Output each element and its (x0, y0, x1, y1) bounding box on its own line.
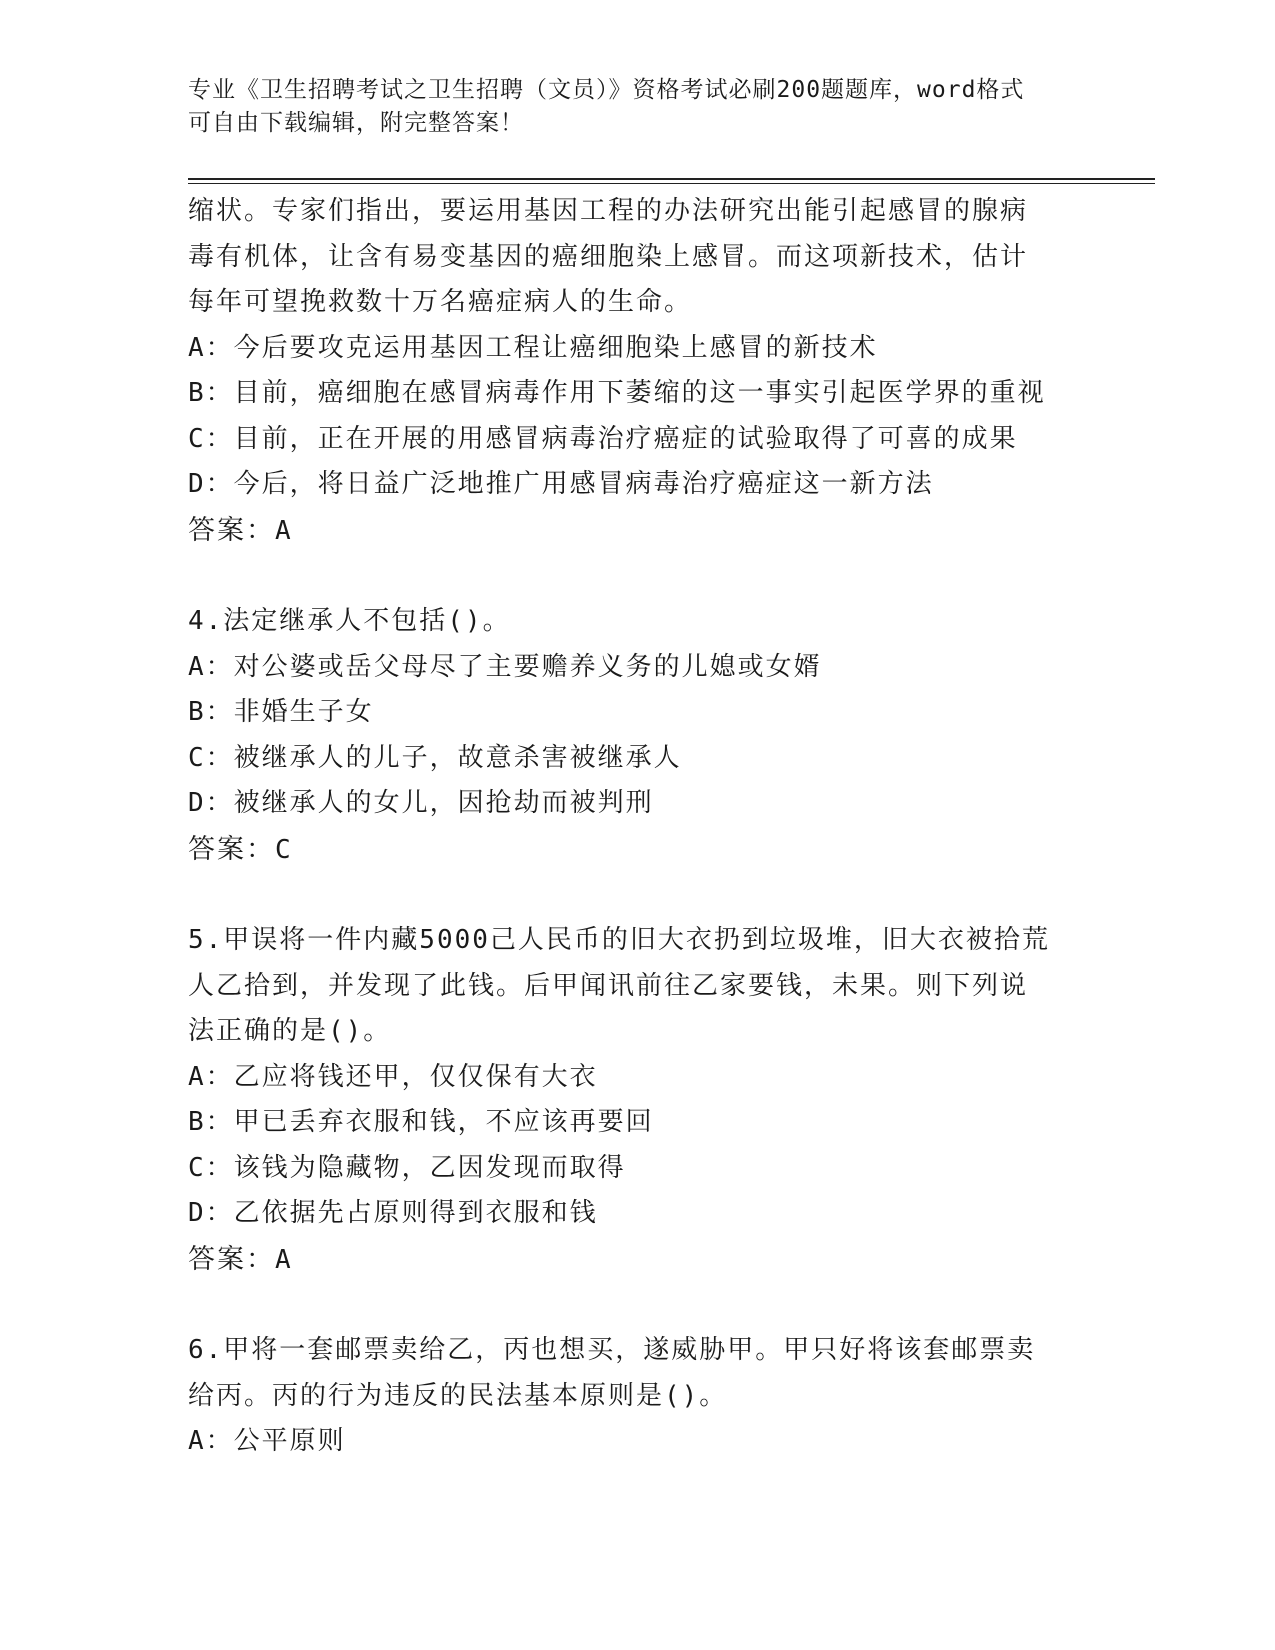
question-3 (188, 189, 1078, 553)
answer-value: A (275, 1244, 293, 1275)
option-d: D：今后，将日益广泛地推广用感冒病毒治疗癌症这一新方法 (188, 469, 934, 499)
question-stem-line: 6.甲将一套邮票卖给乙，丙也想买，遂威胁甲。甲只好将该套邮票卖 (188, 1335, 1036, 1365)
question-6 (188, 1328, 1078, 1465)
question-stem-line: 毒有机体，让含有易变基因的癌细胞染上感冒。而这项新技术，估计 (188, 241, 1029, 272)
option-c: C：该钱为隐藏物，乙因发现而取得 (188, 1152, 626, 1183)
answer-label: 答案： (188, 514, 275, 546)
question-spacer (188, 1282, 1078, 1328)
option-b: B：目前，癌细胞在感冒病毒作用下萎缩的这一事实引起医学界的重视 (188, 378, 1046, 408)
question-stem-line: 法正确的是()。 (188, 1016, 392, 1046)
question-stem-line: 缩状。专家们指出，要运用基因工程的办法研究出能引起感冒的腺病 (188, 196, 1029, 226)
answer-label: 答案： (188, 833, 275, 865)
header-divider-thick (188, 178, 1155, 180)
question-stem-line: 给丙。丙的行为违反的民法基本原则是()。 (188, 1380, 728, 1411)
answer-label: 答案： (188, 1243, 275, 1275)
option-b: B：甲已丢弃衣服和钱，不应该再要回 (188, 1107, 654, 1137)
answer-line (188, 1237, 1078, 1283)
option-d: D：乙依据先占原则得到衣服和钱 (188, 1198, 598, 1228)
option-c: C：被继承人的儿子，故意杀害被继承人 (188, 742, 682, 773)
option-a: A：乙应将钱还甲，仅仅保有大衣 (188, 1061, 598, 1092)
question-stem-line: 每年可望挽救数十万名癌症病人的生命。 (188, 287, 693, 317)
answer-line (188, 827, 1078, 873)
question-spacer (188, 872, 1078, 918)
answer-line (188, 508, 1078, 554)
header-line-2: 可自由下载编辑，附完整答案！ (188, 110, 524, 136)
option-a: A：公平原则 (188, 1426, 346, 1456)
question-stem-line: 人乙拾到，并发现了此钱。后甲闻讯前往乙家要钱，未果。则下列说 (188, 970, 1029, 1001)
option-a: A：今后要攻克运用基因工程让癌细胞染上感冒的新技术 (188, 332, 878, 363)
option-b: B：非婚生子女 (188, 697, 374, 727)
option-a: A：对公婆或岳父母尽了主要赡养义务的儿媳或女婿 (188, 651, 822, 682)
document-body (188, 189, 1078, 1465)
answer-value: C (275, 834, 293, 865)
question-stem-line: 4.法定继承人不包括()。 (188, 606, 511, 636)
option-c: C：目前，正在开展的用感冒病毒治疗癌症的试验取得了可喜的成果 (188, 423, 1018, 454)
header-divider-thin (188, 183, 1155, 184)
option-d: D：被继承人的女儿，因抢劫而被判刑 (188, 788, 654, 818)
question-spacer (188, 553, 1078, 599)
header-line-1: 专业《卫生招聘考试之卫生招聘（文员）》资格考试必刷200题题库，word格式 (188, 77, 1025, 103)
question-4 (188, 599, 1078, 872)
document-header (188, 74, 1088, 140)
question-5 (188, 918, 1078, 1282)
answer-value: A (275, 515, 293, 546)
question-stem-line: 5.甲误将一件内藏5000己人民币的旧大衣扔到垃圾堆，旧大衣被拾荒 (188, 925, 1050, 955)
